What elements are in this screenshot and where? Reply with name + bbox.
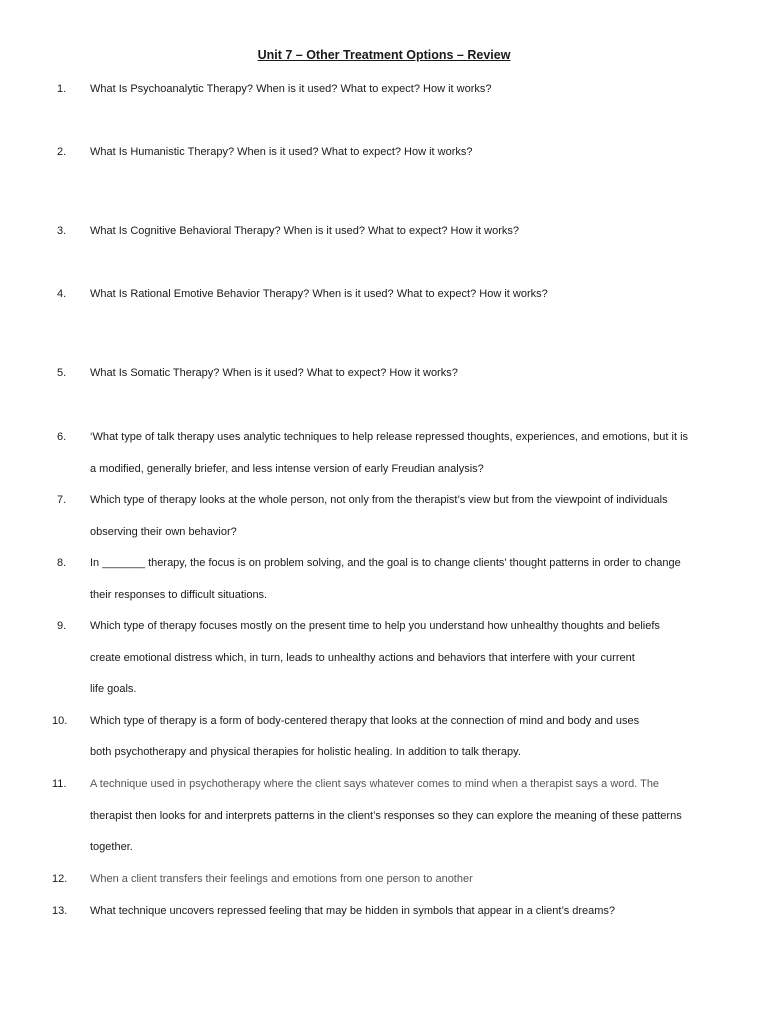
question-text: What Is Psychoanalytic Therapy? When is it used? What to expect? How it works? bbox=[90, 83, 492, 95]
question-text-line-1: Which type of therapy focuses mostly on the present time to help you understand how unhealthy thoughts and beliefs bbox=[90, 620, 660, 632]
question-text: What Is Humanistic Therapy? When is it used? What to expect? How it works? bbox=[90, 146, 473, 158]
question-text-line-1: Which type of therapy looks at the whole person, not only from the therapist’s view but from the viewpoint of individuals bbox=[90, 494, 668, 506]
question-text-line-1: Which type of therapy is a form of body-centered therapy that looks at the connection of mind and body and uses bbox=[90, 715, 640, 727]
page-title: Unit 7 – Other Treatment Options – Review bbox=[257, 48, 511, 62]
question-number: 7. bbox=[57, 494, 67, 506]
question-text: What Is Cognitive Behavioral Therapy? When is it used? What to expect? How it works? bbox=[90, 225, 519, 237]
question-number: 3. bbox=[57, 225, 67, 237]
question-text-line-2: their responses to difficult situations. bbox=[90, 589, 268, 601]
question-text-line-1: A technique used in psychotherapy where the client says whatever comes to mind when a therapist says a word. The bbox=[90, 778, 660, 790]
question-number: 4. bbox=[57, 288, 67, 300]
question-text-line-2: therapist then looks for and interprets patterns in the client’s responses so they can explore the meaning of these patterns bbox=[90, 810, 682, 822]
question-text-line-2: both psychotherapy and physical therapies for holistic healing. In addition to talk therapy. bbox=[90, 746, 521, 758]
question-text-line-2: observing their own behavior? bbox=[90, 526, 237, 538]
question-number: 2. bbox=[57, 146, 67, 158]
question-number: 9. bbox=[57, 620, 67, 632]
question-text: When a client transfers their feelings and emotions from one person to another bbox=[90, 873, 473, 885]
question-number: 8. bbox=[57, 557, 67, 569]
question-text-line-1: ‘What type of talk therapy uses analytic techniques to help release repressed thoughts, experiences, and emotions, but it is bbox=[90, 431, 689, 443]
question-text: What Is Somatic Therapy? When is it used? What to expect? How it works? bbox=[90, 367, 458, 379]
question-number: 11. bbox=[52, 778, 67, 790]
question-text-line-3: life goals. bbox=[90, 683, 137, 695]
question-number: 12. bbox=[52, 873, 68, 885]
question-text: What technique uncovers repressed feeling that may be hidden in symbols that appear in a client’s dreams? bbox=[90, 905, 616, 917]
question-number: 10. bbox=[52, 715, 68, 727]
question-text: What Is Rational Emotive Behavior Therapy? When is it used? What to expect? How it works? bbox=[90, 288, 548, 300]
question-number: 6. bbox=[57, 431, 67, 443]
question-text-line-3: together. bbox=[90, 841, 133, 853]
question-number: 1. bbox=[57, 83, 67, 95]
question-text-line-1: In _______ therapy, the focus is on problem solving, and the goal is to change clients' thought patterns in order to change bbox=[90, 557, 681, 569]
question-text-line-2: create emotional distress which, in turn, leads to unhealthy actions and behaviors that interfere with your current bbox=[90, 652, 635, 664]
question-number: 13. bbox=[52, 905, 68, 917]
question-number: 5. bbox=[57, 367, 67, 379]
question-text-line-2: a modified, generally briefer, and less intense version of early Freudian analysis? bbox=[90, 463, 484, 475]
